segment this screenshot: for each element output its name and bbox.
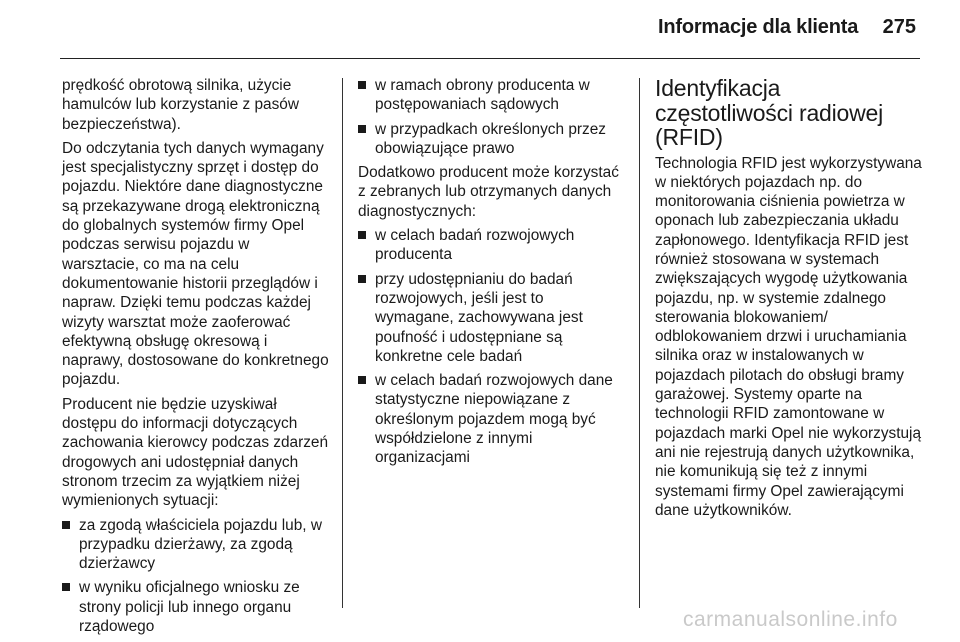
paragraph: Producent nie będzie uzyskiwał dostępu do informacji dotyczących zachowania kierowcy podczas zdarzeń drogowych ani udostępniał danych stronom trzecim za wyjątkiem niżej wymienionych sytuacji:: [62, 395, 329, 510]
bullet-square-icon: [358, 125, 366, 133]
list-item: w przypadkach określonych przez obowiązujące prawo: [358, 120, 626, 159]
page-title: Informacje dla klienta: [658, 16, 859, 38]
watermark: carmanualsonline.info: [683, 608, 898, 631]
page-header: [60, 0, 920, 59]
column-divider: [342, 78, 343, 608]
paragraph: Dodatkowo producent może korzystać z zebranych lub otrzymanych danych diagnostycznych:: [358, 164, 619, 220]
paragraph: Technologia RFID jest wykorzystywana w niektórych pojazdach np. do monitorowania ciśnienia powietrza w oponach lub zabezpieczania układu zapłonowego. Identyfikacja RFID jest również stosowana w systemach zwiększających wygodę użytkowania pojazdu, np. w systemie zdalnego sterowania blokowaniem/ odblokowaniem drzwi i uruchamiania silnika oraz w instalowanych w pojazdach pilotach do obsługi bramy garażowej. Systemy oparte na technologii RFID zamontowane w pojazdach marki Opel nie wykorzystują ani nie rejestrują danych użytkownika, nie komunikują się też z innymi systemami firmy Opel zawierającymi dane użytkowników.: [655, 154, 922, 519]
column-divider: [639, 78, 640, 608]
list-item: w celach badań rozwojowych dane statystyczne niepowiązane z określonym pojazdem mogą być współdzielone z innymi organizacjami: [358, 371, 626, 467]
list-item: w celach badań rozwojowych producenta: [358, 226, 626, 265]
list-item: za zgodą właściciela pojazdu lub, w przypadku dzierżawy, za zgodą dzierżawcy: [62, 516, 330, 574]
list-item: w ramach obrony producenta w postępowaniach sądowych: [358, 76, 626, 115]
list-item: przy udostępnianiu do badań rozwojowych, jeśli jest to wymagane, zachowywana jest poufność i udostępniane są konkretne cele badań: [358, 270, 626, 366]
bullet-square-icon: [62, 583, 70, 591]
bullet-square-icon: [358, 231, 366, 239]
column-2: [358, 76, 626, 473]
bullet-square-icon: [358, 275, 366, 283]
paragraph: prędkość obrotową silnika, użycie hamulców lub korzystanie z pasów bezpieczeństwa).: [62, 77, 299, 133]
bullet-square-icon: [62, 521, 70, 529]
column-3: [655, 76, 923, 525]
list-item: w wyniku oficjalnego wniosku ze strony policji lub innego organu rządowego: [62, 578, 330, 636]
bullet-square-icon: [358, 376, 366, 384]
bullet-square-icon: [358, 81, 366, 89]
section-heading: Identyfikacja częstotliwości radiowej (RFID): [655, 75, 884, 150]
column-1: [62, 76, 330, 641]
page-number: 275: [882, 16, 916, 38]
paragraph: Do odczytania tych danych wymagany jest specjalistyczny sprzęt i dostęp do pojazdu. Niektóre dane diagnostyczne są przekazywane drogą elektroniczną do globalnych systemów firmy Opel podczas serwisu pojazdu w warsztacie, co ma na celu dokumentowanie historii przeglądów i napraw. Dzięki temu podczas każdej wizyty warsztat może zaoferować efektywną obsługę okresową i naprawy, dostosowane do konkretnego pojazdu.: [62, 139, 329, 389]
